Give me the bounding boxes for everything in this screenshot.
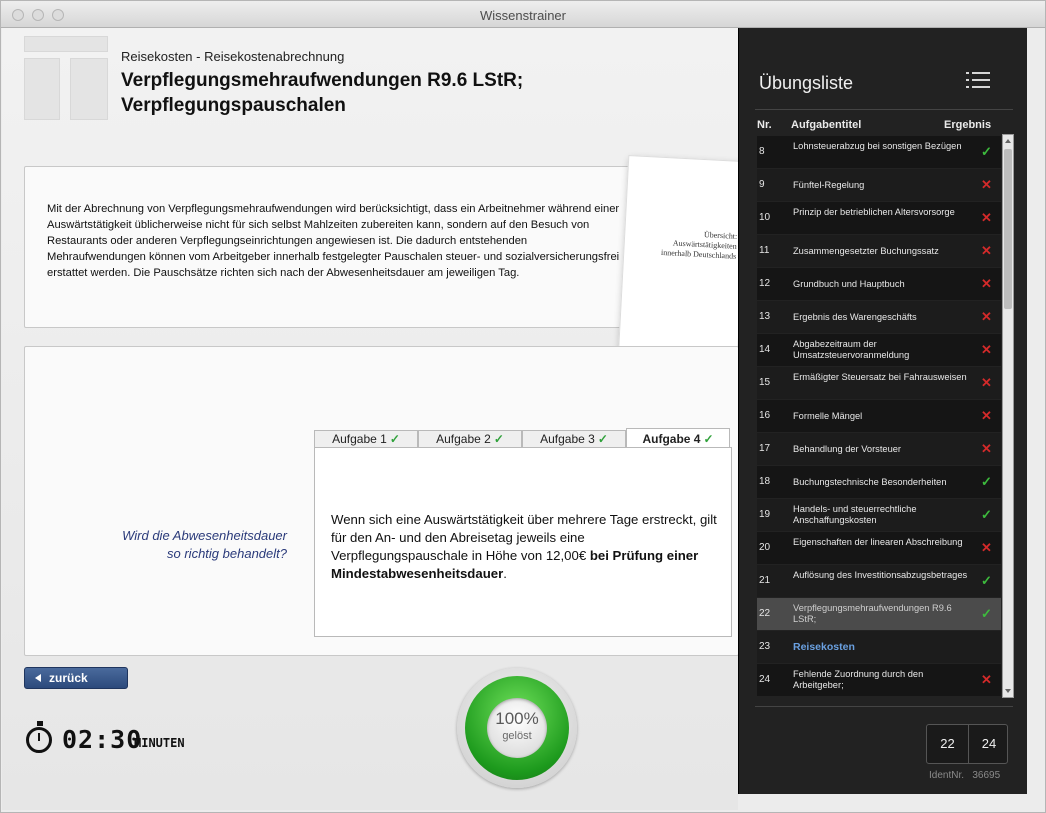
exercise-row[interactable] [757,400,1001,432]
exercise-row[interactable] [757,136,1001,168]
cross-icon: ✕ [981,540,992,555]
task-content [314,447,732,637]
tab-aufgabe-1[interactable]: Aufgabe 1 ✓ [314,430,418,448]
cross-icon: ✕ [981,342,992,357]
exercise-number: 23 [759,641,771,652]
exercise-row[interactable] [757,499,1001,531]
current-exercise-button[interactable]: 22 [940,736,955,751]
cross-icon: ✕ [981,672,992,687]
exercise-number: 14 [759,344,771,355]
breadcrumb: Reisekosten - Reisekostenabrechnung [121,49,345,64]
exercise-number: 19 [759,509,771,520]
check-icon: ✓ [981,573,992,588]
check-icon: ✓ [389,432,400,446]
exercise-number: 21 [759,575,771,586]
exercise-title: Fehlende Zuordnung durch den Arbeitgeber; [793,669,924,690]
total-exercises-button[interactable]: 24 [968,725,1009,763]
exercise-number: 16 [759,410,771,421]
progress-ring [465,676,569,780]
column-header-title: Aufgabentitel [791,119,862,131]
check-icon: ✓ [703,432,714,446]
page-title: Verpflegungsmehraufwendungen R9.6 LStR; Verpflegungspauschalen [121,70,524,116]
back-button[interactable]: zurück [24,667,128,689]
task-tabs [314,428,732,448]
exercise-row[interactable] [757,334,1001,366]
check-icon: ✓ [597,432,608,446]
cross-icon: ✕ [981,375,992,390]
exercise-title: Handels- und steuerrechtliche Anschaffungskosten [793,504,917,525]
ident-number: IdentNr. 36695 [929,770,1001,781]
cross-icon: ✕ [981,210,992,225]
exercise-title: Prinzip der betrieblichen Altersvorsorge [793,207,955,217]
exercise-row[interactable] [757,202,1001,234]
exercise-title: Formelle Mängel [793,411,863,421]
exercise-title: Ermäßigter Steuersatz bei Fahrausweisen [793,372,967,382]
exercise-title: Auflösung des Investitionsabzugsbetrages [793,570,968,580]
cross-icon: ✕ [981,243,992,258]
exercise-title: Abgabezeitraum der Umsatzsteuervoranmeldung [793,339,910,360]
main-panel [2,28,738,810]
tab-aufgabe-2[interactable]: Aufgabe 2 ✓ [418,430,522,448]
exercise-title: Verpflegungsmehraufwendungen R9.6 LStR; [793,603,952,624]
exercise-row[interactable] [757,631,1001,663]
scroll-up-icon[interactable] [1005,139,1011,143]
intro-text: Mit der Abrechnung von Verpflegungsmehraufwendungen wird berücksichtigt, dass ein Arbeitnehmer während einer Auswärtstätigkeit üblicherweise nicht für sich selbst Mahlzeiten zubereiten kann, sondern auf den Besuch von Restaurants oder anderen Verpflegungseinrichtungen angewiesen ist. Die dadurch entstehenden Mehraufwendungen können vom Arbeitgeber innerhalb festgelegter Pauschalen steuer- und sozialversicherungsfrei erstattet werden. Die Pauschsätze richten sich nach der Abwesenheitsdauer am jeweiligen Tag. [47,203,620,279]
exercise-sidebar [738,28,1027,794]
progress-indicator [457,668,577,788]
question-text: Wird die Abwesenheitsdauer so richtig behandelt? [122,528,287,561]
exercise-number: 12 [759,278,771,289]
check-icon: ✓ [981,606,992,621]
task-statement: Wenn sich eine Auswärtstätigkeit über mehrere Tage erstreckt, gilt für den An- und den Abreisetag jeweils eine Verpflegungspauschale in Höhe von 12,00€ bei Prüfung einer Mindestabwesenheitsdauer. [331,512,717,581]
exercise-row[interactable] [757,268,1001,300]
exercise-row[interactable] [757,466,1001,498]
title-bar [1,1,1045,28]
exercise-title: Reisekosten [793,641,855,653]
progress-label: gelöst [502,730,532,742]
exercise-row[interactable] [757,532,1001,564]
progress-percent: 100% [495,709,539,728]
exercise-number: 13 [759,311,771,322]
exercise-number: 20 [759,542,771,553]
divider [755,109,1013,110]
exercise-title: Zusammengesetzter Buchungssatz [793,246,939,256]
exercise-navigator [926,724,1008,764]
exercise-row[interactable] [757,664,1001,696]
list-menu-icon[interactable] [966,71,990,91]
exercise-number: 8 [759,146,765,157]
exercise-row[interactable] [757,565,1001,597]
timer-value: 02:30 [62,725,143,754]
exercise-number: 15 [759,377,771,388]
exercise-row[interactable] [757,367,1001,399]
cross-icon: ✕ [981,309,992,324]
cross-icon: ✕ [981,177,992,192]
divider [755,706,1013,707]
intro-panel [24,166,714,328]
exercise-title: Eigenschaften der linearen Abschreibung [793,537,963,547]
exercise-title: Buchungstechnische Besonderheiten [793,477,947,487]
exercise-row[interactable] [757,433,1001,465]
arrow-left-icon [35,674,41,682]
exercise-number: 24 [759,674,771,685]
progress-center [487,698,547,758]
exercise-list [757,136,1001,698]
check-icon: ✓ [981,144,992,159]
column-header-nr: Nr. [757,119,772,131]
exercise-row[interactable] [757,301,1001,333]
cross-icon: ✕ [981,441,992,456]
exercise-title: Lohnsteuerabzug bei sonstigen Bezügen [793,141,962,151]
window-title: Wissenstrainer [480,8,566,23]
exercise-number: 17 [759,443,771,454]
check-icon: ✓ [981,474,992,489]
timer-unit: MINUTEN [134,736,185,750]
sidebar-title: Übungsliste [759,73,854,93]
exercise-number: 18 [759,476,771,487]
scrollbar[interactable] [1002,134,1014,698]
tab-aufgabe-3[interactable]: Aufgabe 3 ✓ [522,430,626,448]
document-caption: Übersicht: Auswärtstätigkeiten innerhalb Deutschlands [660,230,738,261]
exercise-title: Ergebnis des Warengeschäfts [793,312,917,322]
exercise-number: 9 [759,179,765,190]
exercise-row[interactable] [757,598,1001,630]
exercise-row[interactable] [757,235,1001,267]
app-logo [24,36,110,120]
cross-icon: ✕ [981,408,992,423]
exercise-row[interactable] [757,169,1001,201]
column-header-result: Ergebnis [944,119,992,131]
exercise-number: 22 [759,608,771,619]
scroll-thumb[interactable] [1004,149,1012,309]
exercise-number: 11 [759,245,770,256]
exercise-title: Behandlung der Vorsteuer [793,444,902,454]
exercise-title: Grundbuch und Hauptbuch [793,279,905,289]
stopwatch-icon [26,727,52,753]
tab-aufgabe-4[interactable]: Aufgabe 4 ✓ [626,428,730,449]
exercise-number: 10 [759,212,771,223]
check-icon: ✓ [981,507,992,522]
scroll-down-icon[interactable] [1005,689,1011,693]
cross-icon: ✕ [981,276,992,291]
exercise-title: Fünftel-Regelung [793,180,865,190]
check-icon: ✓ [493,432,504,446]
